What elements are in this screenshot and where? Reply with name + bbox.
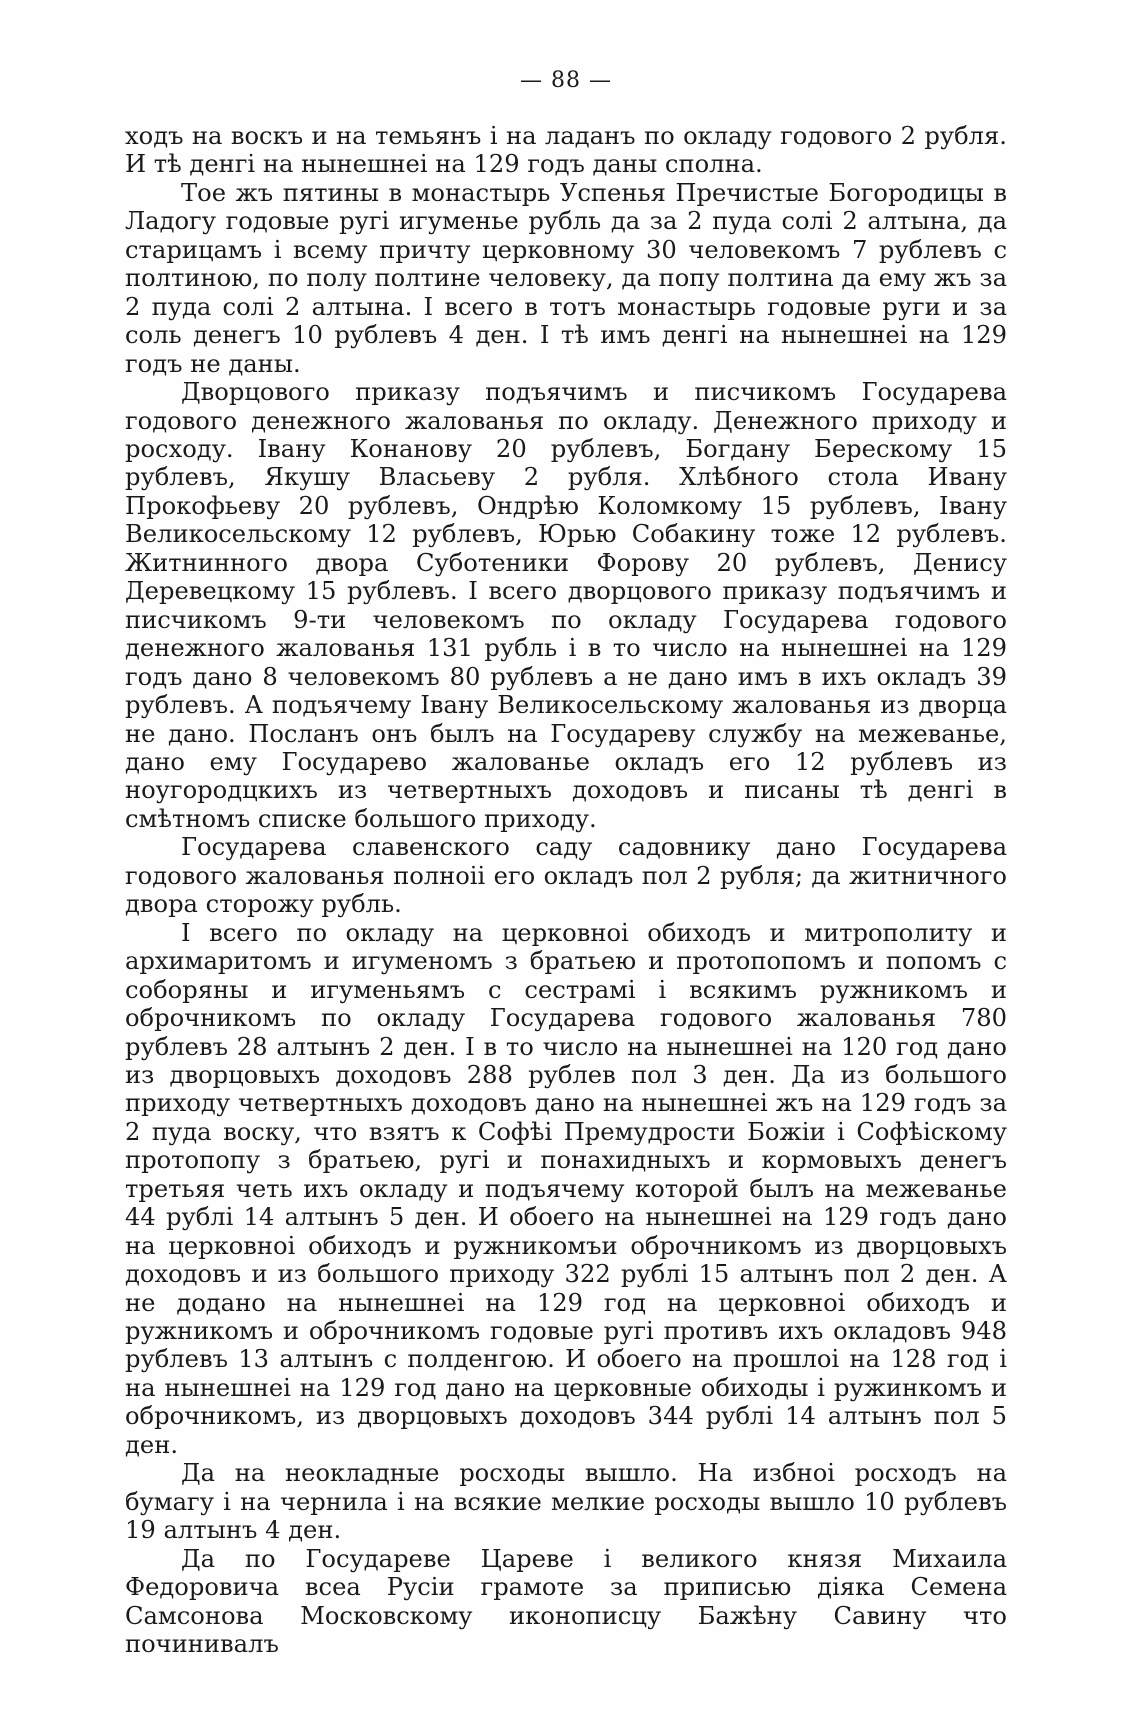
paragraph: Тое жъ пятины в монастырь Успенья Пречистые Богородицы в Ладогу годовые ругі игуменье рубль да за 2 пуда солі 2 алтына, да старицамъ і всему причту церковному 30 человекомъ 7 рублевъ с полтиною, по полу полтине человеку, да попу полтина да ему жъ за 2 пуда солі 2 алтына. І всего в тотъ монастырь годовые руги и за соль денегъ 10 рублевъ 4 ден. І тѣ имъ денгі на нынешнеі на 129 годъ не даны. (125, 178, 1007, 378)
paragraph: Да на неокладные росходы вышло. На избноі росходъ на бумагу і на чернила і на всякие мелкие росходы вышло 10 рублевъ 19 алтынъ 4 ден. (125, 1459, 1007, 1545)
paragraph: Да по Государеве Цареве і великого князя Михаила Федоровича всеа Русіи грамоте за приписью діяка Семена Самсонова Московскому иконописцу Бажѣну Савину что починивалъ (125, 1544, 1007, 1659)
paragraph: ходъ на воскъ и на темьянъ і на ладанъ по окладу годового 2 рубля. И тѣ денгі на нынешнеі на 129 годъ даны сполна. (125, 122, 1007, 179)
body-text (125, 122, 1007, 1658)
paragraph: Дворцового приказу подъячимъ и писчикомъ Государева годового денежного жалованья по окладу. Денежного приходу и росходу. Івану Конанову 20 рублевъ, Богдану Берескому 15 рублевъ, Якушу Власьеву 2 рубля. Хлѣбного стола Ивану Прокофьеву 20 рублевъ, Ондрѣю Коломкому 15 рублевъ, Івану Великосельскому 12 рублевъ, Юрью Собакину тоже 12 рублевъ. Житнинного двора Суботеники Форову 20 рублевъ, Денису Деревецкому 15 рублевъ. І всего дворцового приказу подъячимъ и писчикомъ 9-ти человекомъ по окладу Государева годового денежного жалованья 131 рубль і в то число на нынешнеі на 129 годъ дано 8 человекомъ 80 рублевъ а не дано имъ в ихъ окладъ 39 рублевъ. А подъячему Івану Великосельскому жалованья из дворца не дано. Посланъ онъ былъ на Государеву службу на межеванье, дано ему Государево жалованье окладъ его 12 рублевъ из ноугородцкихъ из четвертныхъ доходовъ и писаны тѣ денгі в смѣтномъ списке большого приходу. (125, 378, 1007, 833)
paragraph: Государева славенского саду садовнику дано Государева годового жалованья полноіі его окладъ пол 2 рубля; да житничного двора сторожу рубль. (125, 833, 1007, 919)
page-number: — 88 — (520, 68, 612, 93)
paragraph: І всего по окладу на церковноі обиходъ и митрополиту и архимаритомъ и игуменомъ з братьею и протопопомъ и попомъ с соборяны и игуменьямъ с сестрамі і всякимъ ружникомъ и оброчникомъ по окладу Государева годового жалованья 780 рублевъ 28 алтынъ 2 ден. І в то число на нынешнеі на 120 год дано из дворцовыхъ доходовъ 288 рублев пол 3 ден. Да из большого приходу четвертныхъ доходовъ дано на нынешнеі жъ на 129 годъ за 2 пуда воску, что взятъ к Софѣі Премудрости Божіи і Софѣіскому протопопу з братьею, ругі и понахидныхъ и кормовыхъ денегъ третьяя четь ихъ окладу и подъячему которой былъ на межеванье 44 рублі 14 алтынъ 5 ден. И обоего на нынешнеі на 129 годъ дано на церковноі обиходъ и ружникомъи оброчникомъ из дворцовыхъ доходовъ и из большого приходу 322 рублі 15 алтынъ пол 2 ден. А не додано на нынешнеі на 129 год на церковноі обиходъ и ружникомъ и оброчникомъ годовые ругі противъ ихъ окладовъ 948 рублевъ 13 алтынъ с полденгою. И обоего на прошлоі на 128 год і на нынешнеі на 129 год дано на церковные обиходы і ружинкомъ и оброчникомъ, из дворцовыхъ доходовъ 344 рублі 14 алтынъ пол 5 ден. (125, 918, 1007, 1459)
